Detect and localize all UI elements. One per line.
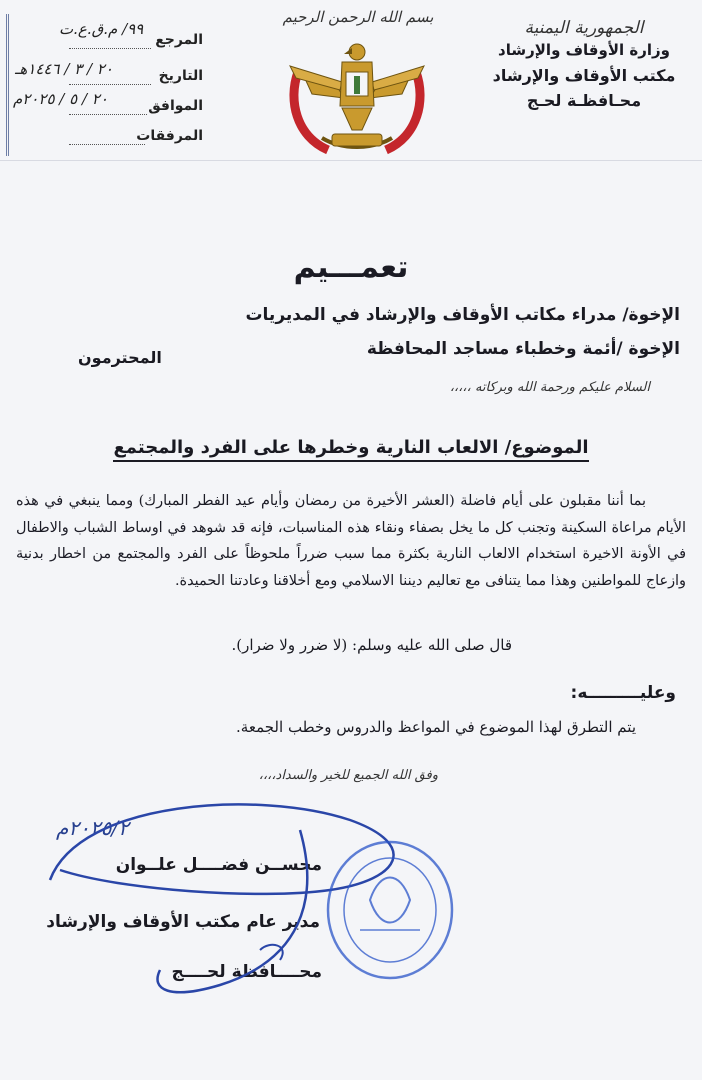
handwritten-date: ٢٠٢٥/٢م [56, 816, 129, 840]
subject-line [0, 437, 702, 458]
attachments-label: المرفقات [136, 128, 203, 144]
respected-label: المحترمون [78, 348, 162, 367]
republic-name: الجمهورية اليمنية [524, 18, 644, 38]
addressee-line-2: الإخوة /أئمة وخطباء مساجد المحافظة [366, 339, 680, 359]
reference-box [6, 14, 209, 156]
body-paragraph: بما أننا مقبلون على أيام فاضلة (العشر الأخيرة من رمضان وأيام عيد الفطر المبارك) ومما ينبغي في هذه الأيام مراعاة السكينة وتجنب كل ما يخل بصفاء ونقاء هذه المناسبات، فإنه قد شوهد في اوساط الشباب والاطفال في الأونة الاخيرة استخدام الالعاب النارية بكثرة مما سبب ضرراً ملحوظاً على الفرد والمجتمع من اخطار بدنية وازعاج للمواطنين وهذا مما يتنافى مع تعاليم ديننا الاسلامي ومع أخلاقنا وعادتنا الحميدة. [16, 493, 686, 589]
circular-title: تعمـــيم [293, 250, 409, 285]
closing-phrase: وفق الله الجميع للخير والسداد،،،، [258, 768, 438, 783]
signatory-name: محســن فضــــل علــوان [115, 855, 322, 875]
subject-text: الموضوع/ الالعاب النارية وخطرها على الفرد والمجتمع [113, 437, 588, 462]
date-label: التاريخ [158, 68, 203, 84]
signatory-governorate: محــــافظة لحــــج [171, 962, 322, 982]
ministry-name: وزارة الأوقاف والإرشاد [498, 41, 670, 59]
header-divider [0, 160, 702, 161]
reference-value: ٩٩/ م.ق.ع.ت [59, 20, 144, 38]
corresponding-dotted-line [69, 114, 147, 115]
corresponding-date-label: الموافق [148, 98, 203, 114]
conclusion-action: يتم التطرق لهذا الموضوع في المواعظ والدروس وخطب الجمعة. [236, 718, 636, 736]
letterhead-right [484, 18, 684, 113]
governorate-name: محـافظـة لحـج [526, 91, 642, 110]
greeting: السلام عليكم ورحمة الله وبركاته ،،،،، [449, 380, 650, 395]
signatory-title: مدير عام مكتب الأوقاف والإرشاد [46, 912, 320, 932]
reference-label: المرجع [155, 32, 203, 48]
republic-emblem-icon [282, 38, 432, 156]
corresponding-date-value: ٢٠ / ٥ / ٢٠٢٥م [13, 90, 108, 108]
date-dotted-line [69, 84, 151, 85]
conclusion-label: وعليـــــــــه: [570, 683, 676, 703]
date-value: ٢٠ / ٣ / ١٤٤٦هـ [15, 60, 113, 78]
addressee-line-1: الإخوة/ مدراء مكاتب الأوقاف والإرشاد في المديريات [245, 305, 680, 325]
basmala: بسم الله الرحمن الرحيم [282, 8, 434, 26]
reference-dotted-line [69, 48, 151, 49]
attachments-dotted-line [69, 144, 145, 145]
office-name: مكتب الأوقاف والإرشاد [492, 66, 676, 85]
hadith-quote: قال صلى الله عليه وسلم: (لا ضرر ولا ضرار). [231, 636, 512, 654]
